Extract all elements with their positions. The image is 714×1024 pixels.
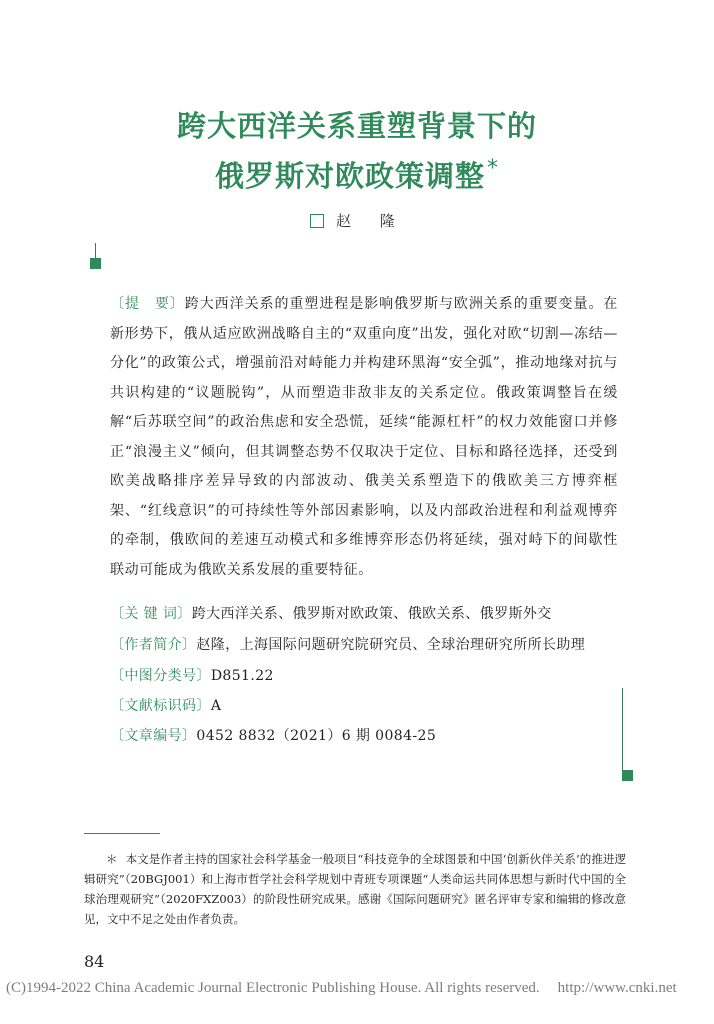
author-box-icon xyxy=(310,214,324,228)
right-frame-square xyxy=(622,770,633,781)
article-no-row xyxy=(110,725,436,745)
left-frame-square xyxy=(90,258,101,269)
keywords-text: 跨大西洋关系、俄罗斯对欧政策、俄欧关系、俄罗斯外交 xyxy=(191,606,552,622)
footnote xyxy=(84,849,626,929)
article-title-line-1: 跨大西洋关系重塑背景下的 xyxy=(176,109,537,143)
article-title-line-2 xyxy=(0,154,714,195)
abstract xyxy=(110,290,618,585)
doc-code-label: 〔文献标识码〕 xyxy=(110,698,211,714)
copyright-watermark xyxy=(6,980,714,997)
abstract-label: 〔提 要〕 xyxy=(110,296,185,312)
title-footnote-marker: * xyxy=(487,156,499,182)
author-bio-row xyxy=(110,634,585,654)
clc-label: 〔中图分类号〕 xyxy=(110,668,211,684)
copyright-text: (C)1994-2022 China Academic Journal Electronic Publishing House. All rights reserved. xyxy=(6,980,540,996)
doc-code-row xyxy=(110,695,221,715)
article-no-label: 〔文章编号〕 xyxy=(110,728,197,744)
clc-text: D851.22 xyxy=(210,668,274,684)
footnote-marker: ＊ xyxy=(106,852,118,866)
author-name: 赵 隆 xyxy=(336,212,407,230)
copyright-url: http://www.cnki.net xyxy=(557,980,677,996)
page-number: 84 xyxy=(84,952,105,971)
keywords-label: 〔关 键 词〕 xyxy=(110,606,192,622)
article-title-line-2-text: 俄罗斯对欧政策调整 xyxy=(214,159,485,193)
author-bio-label: 〔作者简介〕 xyxy=(110,637,197,653)
doc-code-text: A xyxy=(210,698,222,714)
article-no-text: 0452 8832（2021）6 期 0084-25 xyxy=(196,728,437,744)
right-frame-line xyxy=(622,688,623,774)
keywords-row xyxy=(110,603,552,623)
author-bio-text: 赵隆，上海国际问题研究院研究员、全球治理研究所所长助理 xyxy=(196,637,586,653)
clc-row xyxy=(110,665,274,685)
footnote-text: 本文是作者主持的国家社会科学基金一般项目“科技竞争的全球图景和中国‘创新伙伴关系’的推进逻辑研究”（20BGJ001）和上海市哲学社会科学规划中青班专项课题“人类命运共同体思想与新时代中国的全球治理观研究”（2020FXZ003）的阶段性研究成果。感谢《国际问题研究》匿名评审专家和编辑的修改意见，文中不足之处由作者负责。 xyxy=(84,852,627,926)
author-row xyxy=(310,210,407,231)
abstract-text: 跨大西洋关系的重塑进程是影响俄罗斯与欧洲关系的重要变量。在新形势下，俄从适应欧洲战略自主的“双重向度”出发，强化对欧“切割—冻结—分化”的政策公式，增强前沿对峙能力并构建环黑海“安全弧”，推动地缘对抗与共识构建的“议题脱钩”，从而塑造非敌非友的关系定位。俄政策调整旨在缓解“后苏联空间”的政治焦虑和安全恐慌，延续“能源杠杆”的权力效能窗口并修正“浪漫主义”倾向，但其调整态势不仅取决于定位、目标和路径选择，还受到欧美战略排序差异导致的内部波动、俄美关系塑造下的俄欧美三方博弈框架、“红线意识”的可持续性等外部因素影响，以及内部政治进程和利益观博弈的牵制，俄欧间的差速互动模式和多维博弈形态仍将延续，强对峙下的间歇性联动可能成为俄欧关系发展的重要特征。 xyxy=(110,296,619,578)
footnote-rule xyxy=(84,833,160,834)
